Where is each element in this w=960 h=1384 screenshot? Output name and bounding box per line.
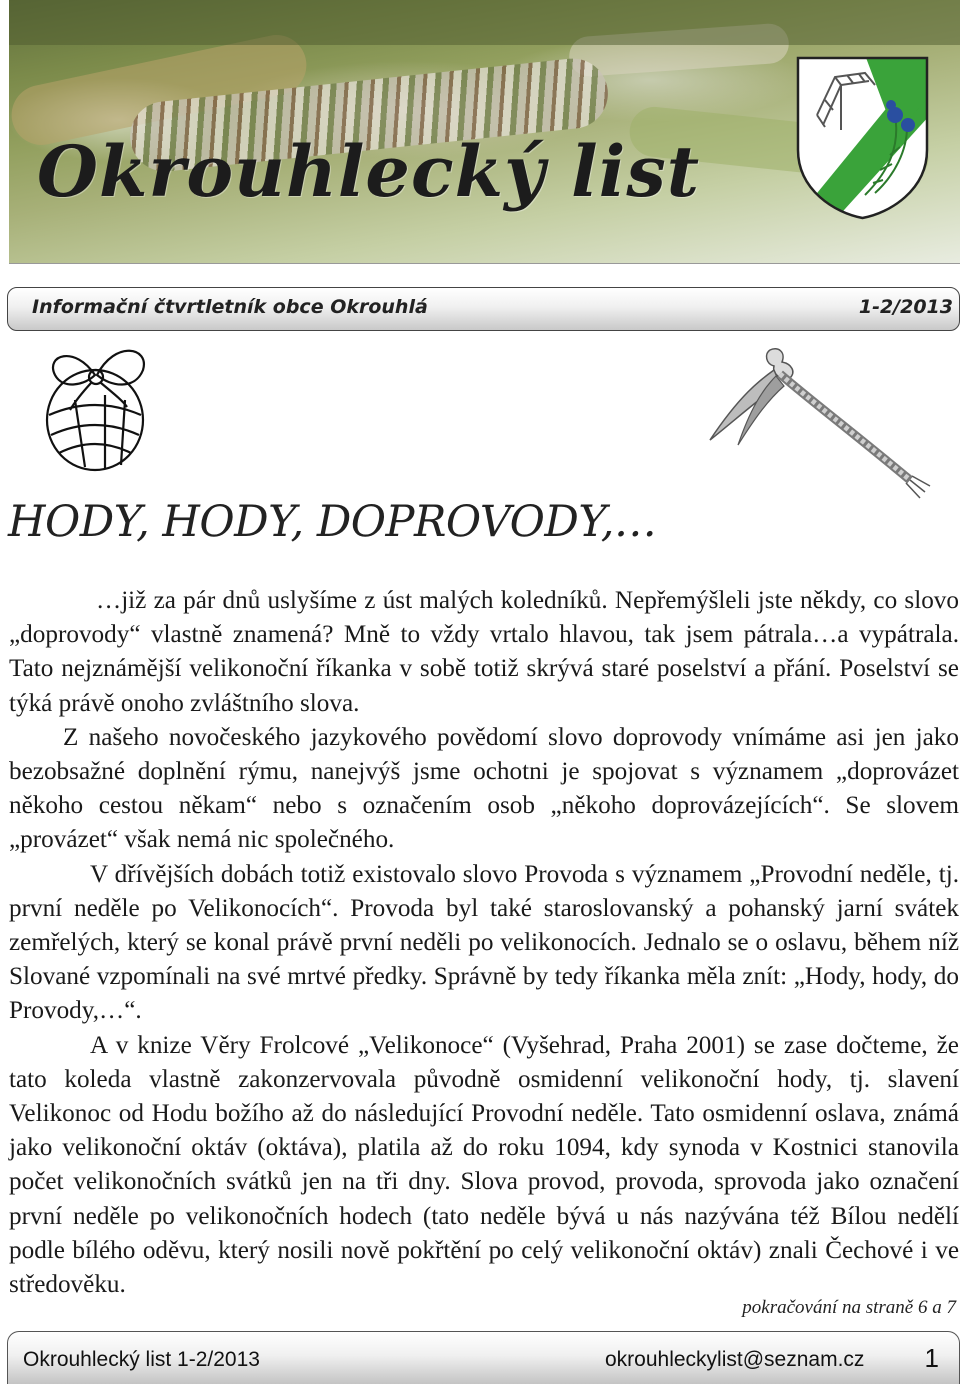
coat-of-arms-icon [795, 55, 930, 220]
article-paragraph: …již za pár dnů uslyšíme z úst malých koledníků. Nepřemýšleli jste někdy, co slovo „doprovody“ vlastně znamená? Mně to vždy vrtalo hlavou, tak jsem pátrala…a vypátrala. Tato nejznámější velikonoční říkanka v sobě totiž skrývá staré poselství a přání. Poselství se týká právě onoho zvláštního slova. [9, 587, 959, 717]
page-number: 1 [924, 1343, 939, 1373]
article-paragraph: A v knize Věry Frolcové „Velikonoce“ (Vyšehrad, Praha 2001) se zase dočteme, že tato koleda vlastně zakonzervovala původně osmidenní velikonoční hody, tj. slavení Velikonoc od Hodu božího až do následující Provodní neděle. Tato osmidenní oslava, známá jako velikonoční oktáv (oktáva), platila až do roku 1094, kdy synoda v Kostnici stanovila počet velikonočních svátků jen na tři dny. Slova provod, provoda, sprovoda jako označení první neděle po velikonočních hodech (tato neděle bývá u nás nazývána též Bílou nedělí podle bílého oděvu, který nosili nově pokřtění po celý velikonoční oktáv) znali Čechové i ve středověku. [9, 1031, 959, 1299]
footer-email: okrouhleckylist@seznam.cz [605, 1348, 865, 1371]
issue-info-bar [7, 287, 960, 331]
article-paragraph: Z našeho novočeského jazykového povědomí slovo doprovody vnímáme asi jen jako bezobsažné doplnění rýmu, nanejvýš jsme ochotni je spojovat s významem „doprovázet někoho cestou někam“ nebo s označením osob „někoho doprovázejících“. Se slovem „provázet“ však nemá nic společného. [9, 723, 959, 854]
footer-issue-label: Okrouhlecký list 1-2/2013 [23, 1348, 260, 1371]
issue-number: 1-2/2013 [858, 296, 953, 318]
article-paragraph: V dřívějších dobách totiž existovalo slovo Provoda s významem „Provodní neděle, tj. první neděle po Velikonocích“. Provoda byl také staroslovanský a pohanský jarní svátek zemřelých, který se konal právě první neděli po velikonocích. Jednalo se o oslavu, během níž Slované vzpomínali na své mrtvé předky. Správně by tedy říkanka měla znít: „Hody, hody, do Provody,…“. [9, 860, 959, 1025]
masthead-title: Okrouhlecký list [37, 130, 701, 213]
page-footer [7, 1331, 960, 1384]
continued-note: pokračování na straně 6 a 7 [742, 1297, 956, 1318]
article-body [9, 584, 959, 1302]
newsletter-subtitle: Informační čtvrtletník obce Okrouhlá [32, 296, 428, 318]
article-headline: HODY, HODY, DOPROVODY,… [8, 497, 657, 547]
easter-egg-icon [35, 335, 175, 475]
pomlazka-whip-icon [700, 340, 960, 515]
